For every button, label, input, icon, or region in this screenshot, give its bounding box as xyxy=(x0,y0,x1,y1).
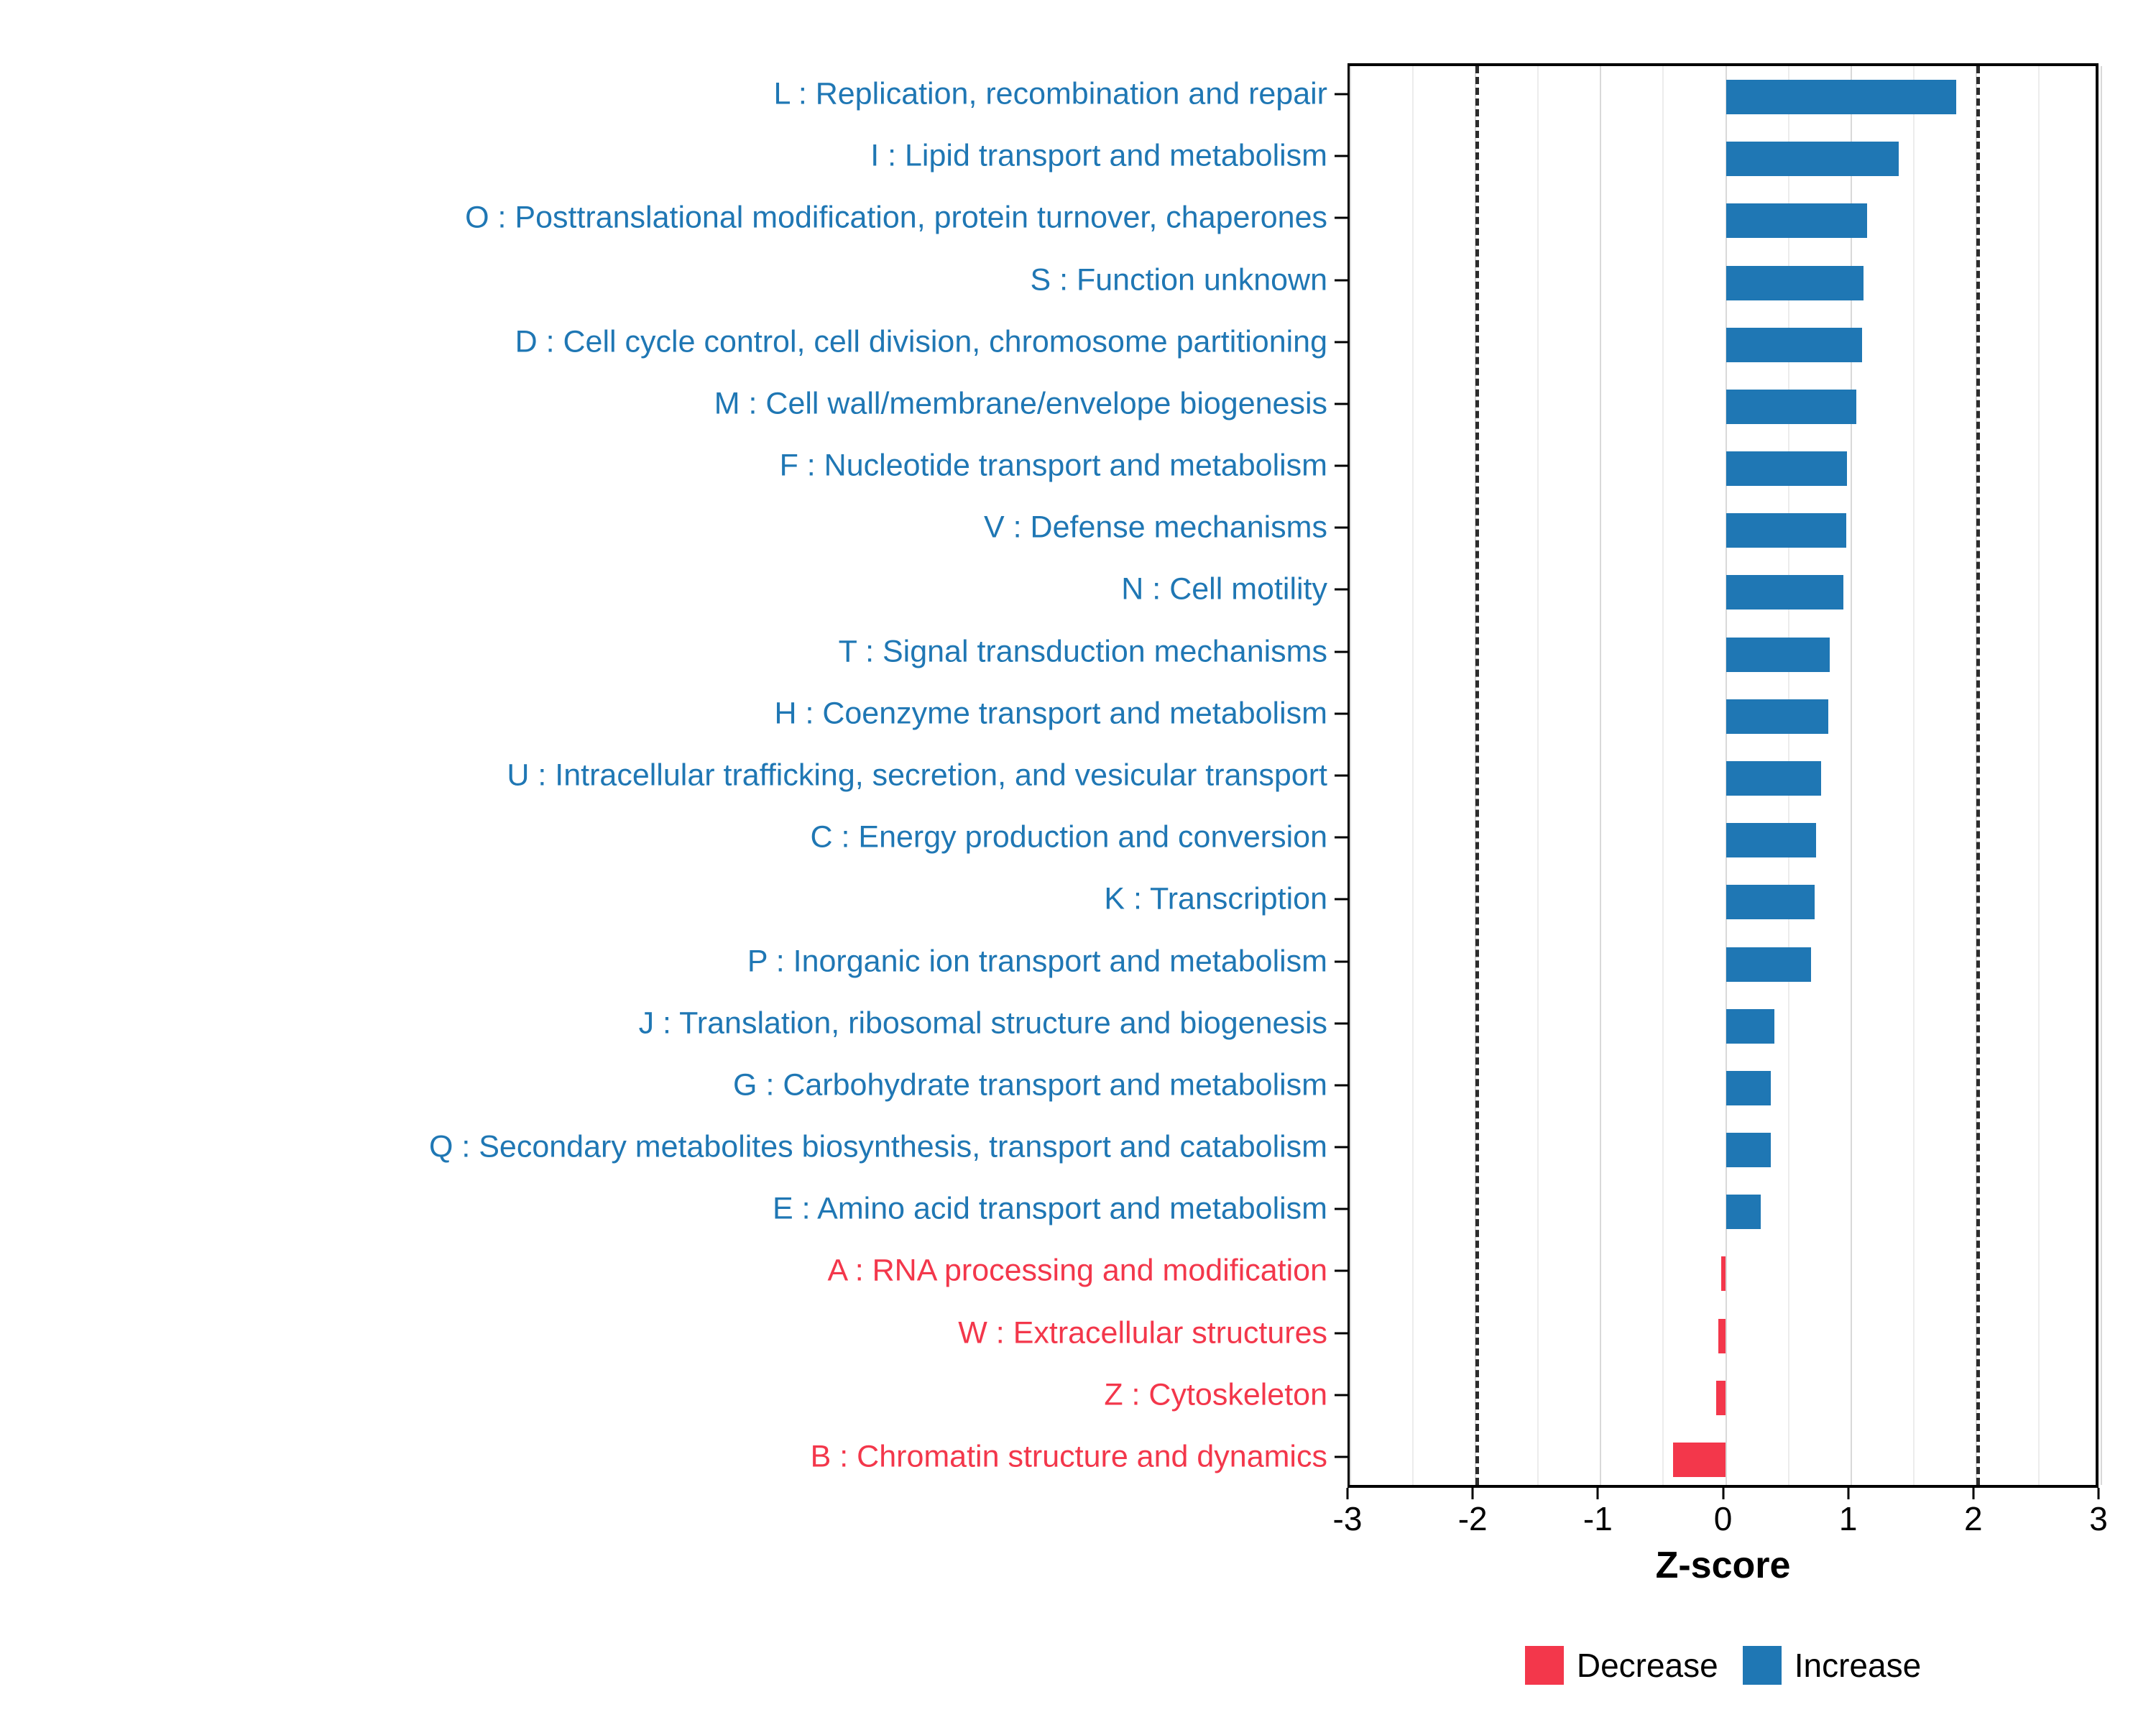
legend-item-increase[interactable] xyxy=(1743,1646,1921,1685)
y-tick-mark xyxy=(1335,650,1348,653)
y-tick-mark xyxy=(1335,217,1348,219)
bar[interactable] xyxy=(1726,80,1956,114)
y-tick-mark xyxy=(1335,898,1348,901)
bar[interactable] xyxy=(1726,142,1899,176)
category-label: C : Energy production and conversion xyxy=(810,819,1327,855)
bar[interactable] xyxy=(1726,328,1863,362)
x-tick-mark xyxy=(1847,1488,1849,1499)
bar-row xyxy=(1350,1305,2096,1366)
bar[interactable] xyxy=(1673,1443,1726,1477)
category-label: K : Transcription xyxy=(1104,881,1327,916)
y-tick-mark xyxy=(1335,279,1348,281)
y-tick-mark xyxy=(1335,775,1348,777)
category-label: O : Posttranslational modification, protein turnover, chaperones xyxy=(465,200,1327,235)
y-tick-mark xyxy=(1335,837,1348,839)
y-tick-mark xyxy=(1335,1208,1348,1210)
y-tick-mark xyxy=(1335,1394,1348,1396)
bar-row xyxy=(1350,376,2096,438)
bar-row xyxy=(1350,252,2096,314)
bar-row xyxy=(1350,561,2096,623)
category-label: J : Translation, ribosomal structure and biogenesis xyxy=(638,1006,1327,1041)
y-tick-mark xyxy=(1335,589,1348,591)
x-tick-mark xyxy=(1722,1488,1724,1499)
bar[interactable] xyxy=(1721,1256,1726,1291)
x-tick-label: 2 xyxy=(1964,1500,1983,1537)
x-tick-label: 1 xyxy=(1838,1500,1858,1537)
x-tick-label: -2 xyxy=(1457,1500,1488,1537)
category-label: V : Defense mechanisms xyxy=(984,510,1327,545)
bar-row xyxy=(1350,1243,2096,1305)
bar[interactable] xyxy=(1718,1319,1726,1353)
bar-row xyxy=(1350,624,2096,686)
bar[interactable] xyxy=(1716,1381,1726,1415)
category-label: N : Cell motility xyxy=(1121,571,1327,607)
bar[interactable] xyxy=(1726,823,1816,857)
bar-row xyxy=(1350,1057,2096,1119)
category-label: A : RNA processing and modification xyxy=(827,1253,1327,1288)
category-axis-labels xyxy=(0,63,1348,1488)
category-label: S : Function unknown xyxy=(1030,262,1327,298)
bar-row xyxy=(1350,500,2096,561)
bar-row xyxy=(1350,128,2096,190)
category-label: D : Cell cycle control, cell division, chromosome partitioning xyxy=(515,324,1327,359)
bar-row xyxy=(1350,995,2096,1057)
x-tick-mark xyxy=(2098,1488,2100,1499)
y-tick-mark xyxy=(1335,155,1348,157)
y-tick-mark xyxy=(1335,93,1348,96)
bar[interactable] xyxy=(1726,1195,1761,1229)
bar-row xyxy=(1350,686,2096,748)
category-label: F : Nucleotide transport and metabolism xyxy=(779,448,1327,483)
category-label: G : Carbohydrate transport and metabolism xyxy=(733,1067,1327,1103)
bar[interactable] xyxy=(1726,203,1868,238)
y-tick-mark xyxy=(1335,1084,1348,1086)
legend-label-decrease: Decrease xyxy=(1576,1647,1718,1684)
bar-row xyxy=(1350,809,2096,871)
bar-series xyxy=(1350,66,2096,1485)
category-label: E : Amino acid transport and metabolism xyxy=(773,1191,1327,1226)
category-label: W : Extracellular structures xyxy=(958,1315,1327,1351)
y-tick-mark xyxy=(1335,1270,1348,1272)
x-axis-ticks xyxy=(1332,1488,2108,1538)
category-label: Q : Secondary metabolites biosynthesis, transport and catabolism xyxy=(428,1129,1327,1164)
category-label: T : Signal transduction mechanisms xyxy=(838,634,1327,669)
bar-row xyxy=(1350,1181,2096,1243)
plot-panel xyxy=(1348,63,2099,1488)
category-label: L : Replication, recombination and repair xyxy=(773,76,1327,111)
bar[interactable] xyxy=(1726,1133,1772,1167)
bar[interactable] xyxy=(1726,638,1830,672)
x-axis-title: Z-score xyxy=(1655,1545,1791,1586)
bar[interactable] xyxy=(1726,266,1864,300)
legend-label-increase: Increase xyxy=(1794,1647,1922,1684)
gridline xyxy=(2101,66,2102,1485)
category-label: I : Lipid transport and metabolism xyxy=(870,138,1327,173)
y-tick-mark xyxy=(1335,341,1348,343)
y-tick-mark xyxy=(1335,1146,1348,1149)
bar-row xyxy=(1350,871,2096,933)
bar-row xyxy=(1350,1429,2096,1491)
y-tick-mark xyxy=(1335,1455,1348,1458)
x-tick-label: -1 xyxy=(1583,1500,1613,1537)
bar[interactable] xyxy=(1726,1009,1775,1044)
bar-row xyxy=(1350,933,2096,995)
bar[interactable] xyxy=(1726,1071,1772,1105)
y-tick-mark xyxy=(1335,402,1348,405)
bar-row xyxy=(1350,748,2096,809)
bar[interactable] xyxy=(1726,513,1846,548)
bar[interactable] xyxy=(1726,947,1811,982)
bar[interactable] xyxy=(1726,761,1821,796)
x-tick-mark xyxy=(1472,1488,1474,1499)
bar-row xyxy=(1350,1119,2096,1181)
y-tick-mark xyxy=(1335,1022,1348,1024)
legend-swatch-increase-icon xyxy=(1743,1646,1782,1685)
bar-row xyxy=(1350,1367,2096,1429)
x-tick-label: 0 xyxy=(1713,1500,1733,1537)
bar[interactable] xyxy=(1726,451,1848,486)
bar-row xyxy=(1350,314,2096,376)
category-label: M : Cell wall/membrane/envelope biogenesis xyxy=(714,386,1327,421)
bar-row xyxy=(1350,190,2096,252)
category-label: Z : Cytoskeleton xyxy=(1104,1377,1327,1412)
x-tick-mark xyxy=(1347,1488,1349,1499)
bar[interactable] xyxy=(1726,885,1815,919)
y-tick-mark xyxy=(1335,712,1348,714)
legend-swatch-decrease-icon xyxy=(1525,1646,1564,1685)
bar[interactable] xyxy=(1726,575,1844,610)
category-label: P : Inorganic ion transport and metabolism xyxy=(747,944,1327,979)
y-tick-mark xyxy=(1335,465,1348,467)
y-tick-mark xyxy=(1335,1332,1348,1334)
category-label: U : Intracellular trafficking, secretion, and vesicular transport xyxy=(507,758,1327,793)
legend-item-decrease[interactable] xyxy=(1525,1646,1718,1685)
bar[interactable] xyxy=(1726,699,1829,734)
category-label: B : Chromatin structure and dynamics xyxy=(810,1439,1327,1474)
x-tick-mark xyxy=(1597,1488,1599,1499)
x-tick-label: 3 xyxy=(2089,1500,2108,1537)
bar[interactable] xyxy=(1726,390,1856,424)
x-tick-label: -3 xyxy=(1332,1500,1363,1537)
legend xyxy=(1348,1646,2099,1685)
bar-row xyxy=(1350,438,2096,500)
x-tick-mark xyxy=(1972,1488,1974,1499)
y-tick-mark xyxy=(1335,527,1348,529)
bar-row xyxy=(1350,66,2096,128)
category-label: H : Coenzyme transport and metabolism xyxy=(774,696,1327,731)
y-tick-mark xyxy=(1335,960,1348,962)
